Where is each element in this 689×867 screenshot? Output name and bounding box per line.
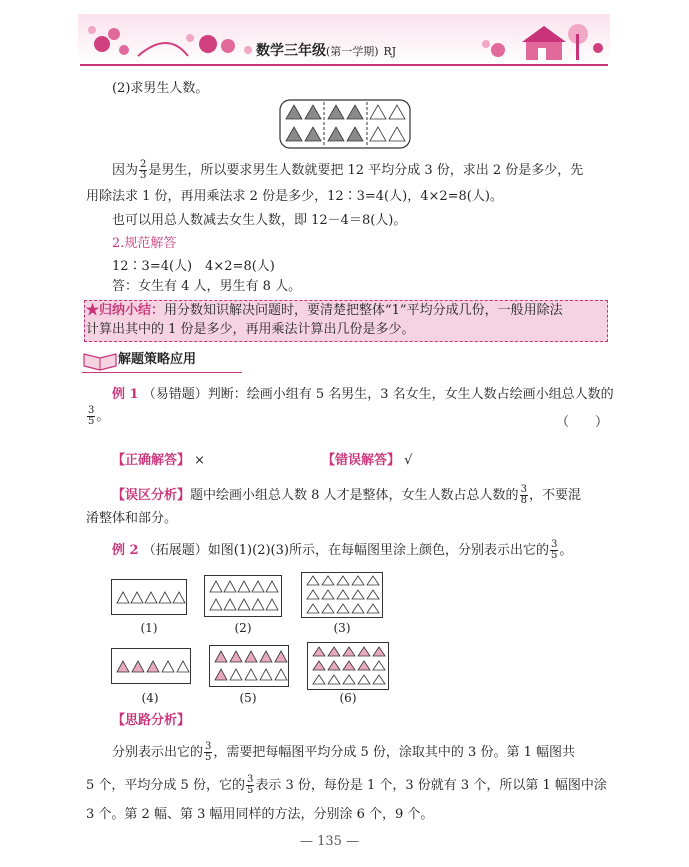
correct-answer-mark: × <box>194 453 206 468</box>
figure-caption: (1) <box>140 621 158 635</box>
fraction-numerator: 3 <box>550 539 558 550</box>
fraction-denominator: 5 <box>550 550 558 561</box>
misconception-line2: 淆整体和部分。 <box>86 511 178 526</box>
figure-5-box <box>209 645 289 687</box>
example2-label: 例 2 <box>112 543 139 558</box>
fraction-denominator: 5 <box>246 785 254 796</box>
figure-3-box <box>301 572 383 618</box>
fraction-three-eighths <box>520 485 528 506</box>
thinking-line1-b: ，需要把每幅图平均分成 5 份，涂取其中的 3 份。第 1 幅图共 <box>213 745 575 760</box>
example1-line <box>112 386 614 404</box>
thinking-line2-b: 表示 3 份，每份是 1 个，3 份就有 3 个，所以第 1 幅图中涂 <box>255 778 607 793</box>
misconception-text-b: ，不要混 <box>528 488 581 503</box>
wrong-answer-label: 【错误解答】 <box>322 453 401 468</box>
book-icon <box>82 350 118 372</box>
thinking-line1-a: 分别表示出它的 <box>112 745 204 760</box>
fraction-denominator: 8 <box>520 495 527 506</box>
figure-2-box <box>204 575 282 617</box>
misconception-label: 【误区分析】 <box>112 488 191 503</box>
example1-end: 。 <box>96 409 110 424</box>
page-number: — 135 — <box>300 834 360 849</box>
thinking-analysis-label: 【思路分析】 <box>112 713 191 728</box>
figure-caption: (2) <box>234 621 252 635</box>
figure-1-box <box>111 579 187 615</box>
header-banner <box>78 0 610 72</box>
figure-6-box <box>307 642 389 690</box>
fraction-numerator: 3 <box>246 774 254 785</box>
summary-text-1: 用分数知识解决问题时，要清楚把整体“1”平均分成几份，一般用除法 <box>164 303 563 318</box>
thinking-line2-a: 5 个，平均分成 5 份，它的 <box>86 778 245 793</box>
q2-line1 <box>112 160 583 181</box>
wrong-answer-mark: √ <box>404 453 413 468</box>
header-divider <box>80 64 608 66</box>
example2-end: 。 <box>559 543 573 558</box>
fraction-numerator: 2 <box>140 159 147 170</box>
wrong-answer <box>322 452 412 470</box>
standard-answer-line1: 12∶3=4(人) 4×2=8(人) <box>112 259 275 274</box>
example1-text: （易错题）判断：绘画小组有 5 名男生，3 名女生，女生人数占绘画小组总人数的 <box>142 387 614 402</box>
figure-4-box <box>111 648 191 684</box>
fraction-denominator: 3 <box>140 170 147 181</box>
figure-caption: (3) <box>333 621 351 635</box>
strategy-title: 解题策略应用 <box>118 352 197 367</box>
example2-line <box>112 540 572 561</box>
fraction-three-fifths <box>87 406 95 427</box>
header-subtitle: (第一学期) <box>326 45 379 58</box>
correct-answer <box>112 452 205 470</box>
q2-line1-end: 是男生，所以要求男生人数就要把 12 平均分成 3 份，求出 2 份是多少，先 <box>148 163 584 178</box>
strategy-underline <box>82 372 242 373</box>
misconception-text-a: 题中绘画小组总人数 8 人才是整体，女生人数占总人数的 <box>190 488 519 503</box>
fraction-denominator: 5 <box>205 752 212 763</box>
example1-fraction-line <box>86 406 109 427</box>
thinking-line1 <box>112 742 575 763</box>
fraction-three-fifths <box>246 775 254 796</box>
figure-caption: (4) <box>141 691 159 705</box>
summary-line2: 计算出其中的 1 份是多少，再用乘法计算出几份是多少。 <box>86 322 415 337</box>
q2-line3: 也可以用总人数减去女生人数，即 12－4＝8(人)。 <box>112 213 407 228</box>
header-title <box>256 40 396 60</box>
q2-line1-start: 因为 <box>112 163 139 178</box>
q2-heading: (2)求男生人数。 <box>112 81 209 96</box>
misconception-line1 <box>112 485 581 506</box>
fraction-numerator: 3 <box>205 741 212 752</box>
header-edition: RJ <box>383 45 397 58</box>
fraction-three-fifths <box>204 742 212 763</box>
example2-text: （拓展题）如图(1)(2)(3)所示，在每幅图里涂上颜色，分别表示出它的 <box>142 543 549 558</box>
correct-answer-label: 【正确解答】 <box>112 453 191 468</box>
example1-label: 例 1 <box>112 387 139 402</box>
triangle-group-diagram <box>279 99 411 149</box>
fraction-two-thirds <box>139 160 147 181</box>
thinking-line2 <box>86 775 607 796</box>
figure-caption: (6) <box>339 691 357 705</box>
summary-label: ★归纳小结： <box>86 303 165 318</box>
answer-bracket: （ ） <box>556 415 609 430</box>
standard-answer-title: 2.规范解答 <box>112 236 177 251</box>
fraction-numerator: 3 <box>520 484 527 495</box>
header-title-text: 数学三年级 <box>256 43 326 59</box>
q2-line2: 用除法求 1 份，再用乘法求 2 份是多少，12∶3=4(人)，4×2=8(人)。 <box>86 189 503 204</box>
figure-caption: (5) <box>239 691 257 705</box>
thinking-line3: 3 个。第 2 幅、第 3 幅用同样的方法，分别涂 6 个，9 个。 <box>86 807 434 822</box>
fraction-three-fifths <box>550 540 558 561</box>
fraction-numerator: 3 <box>88 405 95 416</box>
summary-line1 <box>86 302 563 320</box>
fraction-denominator: 5 <box>88 416 95 427</box>
standard-answer-line2: 答：女生有 4 人，男生有 8 人。 <box>112 279 302 294</box>
